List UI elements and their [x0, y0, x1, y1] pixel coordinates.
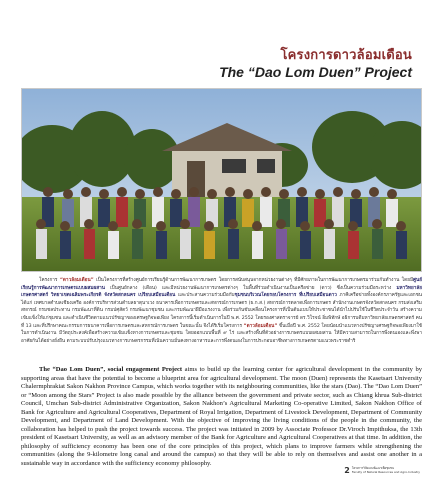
page-footer — [344, 466, 420, 475]
page-title-english: The “Dao Lom Duen” Project — [219, 64, 412, 80]
thai-part3: และประสานความร่วมมือกับ — [175, 293, 235, 299]
english-lead: The “Dao Lom Duen”, social engagement Project — [39, 366, 183, 373]
thai-lead: โครงการ — [39, 278, 60, 283]
english-body: aims to build up the learning center for agricultural development in the community by supporting areas that have the potential to become a blueprint area for agricultural development. The moon (Duen) represents the Kasetsart University Chalermphrakiat Sakon Nakhon Province Campus, which works together with its neighbouring communities, like the stars (Dao). The “Dao Lom Duen” or “Moon among the Stars” Project is also made possible by the alliance between the government and private sector, such as Chiang khrua Sub-district Council, Umchan Sub-district Administrative Organization, Sakon Nakhon’s Agricultural Marketing Co-operative Limited, Sakon Nakhon Office of Bank for Agriculture and Agricultural Cooperatives, Department of Royal Irrigation, Department of Livestock Development, Department of Community Development, and Department of Land Development. With the objective of improving the living conditions of the people in the community, the collaboration has helped to push the project towards success. The project was initiated in 2009 by Associate Professor Dr.Viroch Impithuksa, the 13th president of Kasetsart University, as well as an advisory member of the Bank for Agriculture and Agricultural Cooperatives at that time. In addition, the philosophy of sufficiency economy has been one of the core principles of this project, which plans to improve farmers while strengthening the communities (along the 9-kilometre long canal and around the campus) so that they will be able to rely on themselves and assist one another in a sustainable way in accordance with the sufficiency economy philosophy. — [21, 366, 422, 467]
thai-partners: มหาวิทยาลัยเกษตรศาสตร์ วิทยาเขตเฉลิมพระเกียรติ จังหวัดสกลนคร เปรียบเสมือนเดือน — [21, 285, 422, 299]
thai-part2: เป็นศูนย์กลาง (เดือน) และมีหน่วยงานพัฒนาการเกษตรต่างๆ ในพื้นที่ร่วมดำเนินงานเป็นเครือข่าย (ดาว) ซึ่งเป็นความร่วมมือระหว่าง — [104, 285, 397, 291]
group-photo — [21, 88, 422, 272]
thai-part4: ภาคีเครือข่ายทั้งองค์กรภาครัฐและเอกชน ได้แก่ เทศบาลตำบลเชียงเครือ องค์การบริหารส่วนตำบลธาตุนาเวง ธนาคารเพื่อการเกษตรและสหกรณ์การเกษตร (ธ.ก.ส.) สหกรณ์การตลาดเพื่อการเกษตร สำนักงานเกษตรจังหวัดสกลนคร กรมส่งเสริมสหกรณ์ กรมชลประทาน กรมพัฒนาที่ดิน กรมปศุสัตว์ กรมพัฒนาชุมชน และกรมพัฒนาฝีมือแรงงาน เพื่อร่วมกันขับเคลื่อนโครงการที่เป็นต้นแบบให้ประชาชนได้นำไปปรับใช้ในชีวิตประจำวัน สร้างความเข้มแข็งให้แก่ชุมชน และดำเนินชีวิตตามแนวปรัชญาของเศรษฐกิจพอเพียง โครงการนี้เริ่มดำเนินการในปี พ.ศ. 2552 โดยรองศาสตราจารย์ ดร.วิโรจน์ อิ่มพิทักษ์ อธิการบดีมหาวิทยาลัยเกษตรศาสตร์ คนที่ 13 และที่ปรึกษาคณะกรรมการธนาคารเพื่อการเกษตรและสหกรณ์การเกษตร ในขณะนั้น จึงได้ริเริ่มโครงการ — [21, 293, 423, 329]
thai-part5: ขึ้นเมื่อปี พ.ศ. 2552 โดยน้อมนำแนวทางปรัชญาเศรษฐกิจพอเพียงมาใช้ในการดำเนินงาน มีวัตถุประสงค์เพื่อสร้างความเข้มแข็งทางการเกษตรและชุมชน โดยออกแบบพื้นที่ ๙ ไร่ และสร้างพื้นที่ตัวอย่างการเกษตรแบบผสมผสาน ให้มีความสามารถในการพึ่งตนเองและพึ่งพาอาศัยกันได้อย่างยั่งยืน ตามระบบปรับปรุงแนวทางการเกษตรกรรมที่เน้นความมั่นคงทางอาหารและการพึ่งตนเองในการประกอบอาชีพทางการเกษตรตามแนวพระราชดำริ — [21, 323, 422, 344]
thai-project-name-2: “ดาวล้อมเดือน” — [243, 323, 278, 329]
thai-center: ศูนย์เรียนรู้การพัฒนาการเกษตรแบบผสมผสาน — [21, 278, 422, 291]
english-description — [21, 366, 422, 468]
thai-project-name: “ดาวล้อมเดือน” — [59, 278, 94, 283]
footer-line-1: โครงการวิจัยและพัฒนาเพื่อชุมชน — [351, 466, 394, 470]
footer-line-2: Faculty of Natural Resources and Agro-Industry — [351, 469, 420, 474]
page-number: 2 — [344, 466, 350, 475]
thai-description — [21, 277, 422, 345]
thai-community: ชุมชนบริเวณโดยรอบโครงการ ที่เปรียบเสมือนดาว — [234, 293, 337, 299]
page-title-thai: โครงการดาวล้อมเดือน — [280, 48, 412, 63]
thai-part1: เป็นโครงการที่สร้างศูนย์การเรียนรู้ด้านการพัฒนาการเกษตร โดยการสนับสนุนจากหน่วยงานต่างๆ ที่มีศักยภาพในการพัฒนาการเกษตรมาร่วมกันทำงาน โดยมี — [93, 278, 414, 283]
